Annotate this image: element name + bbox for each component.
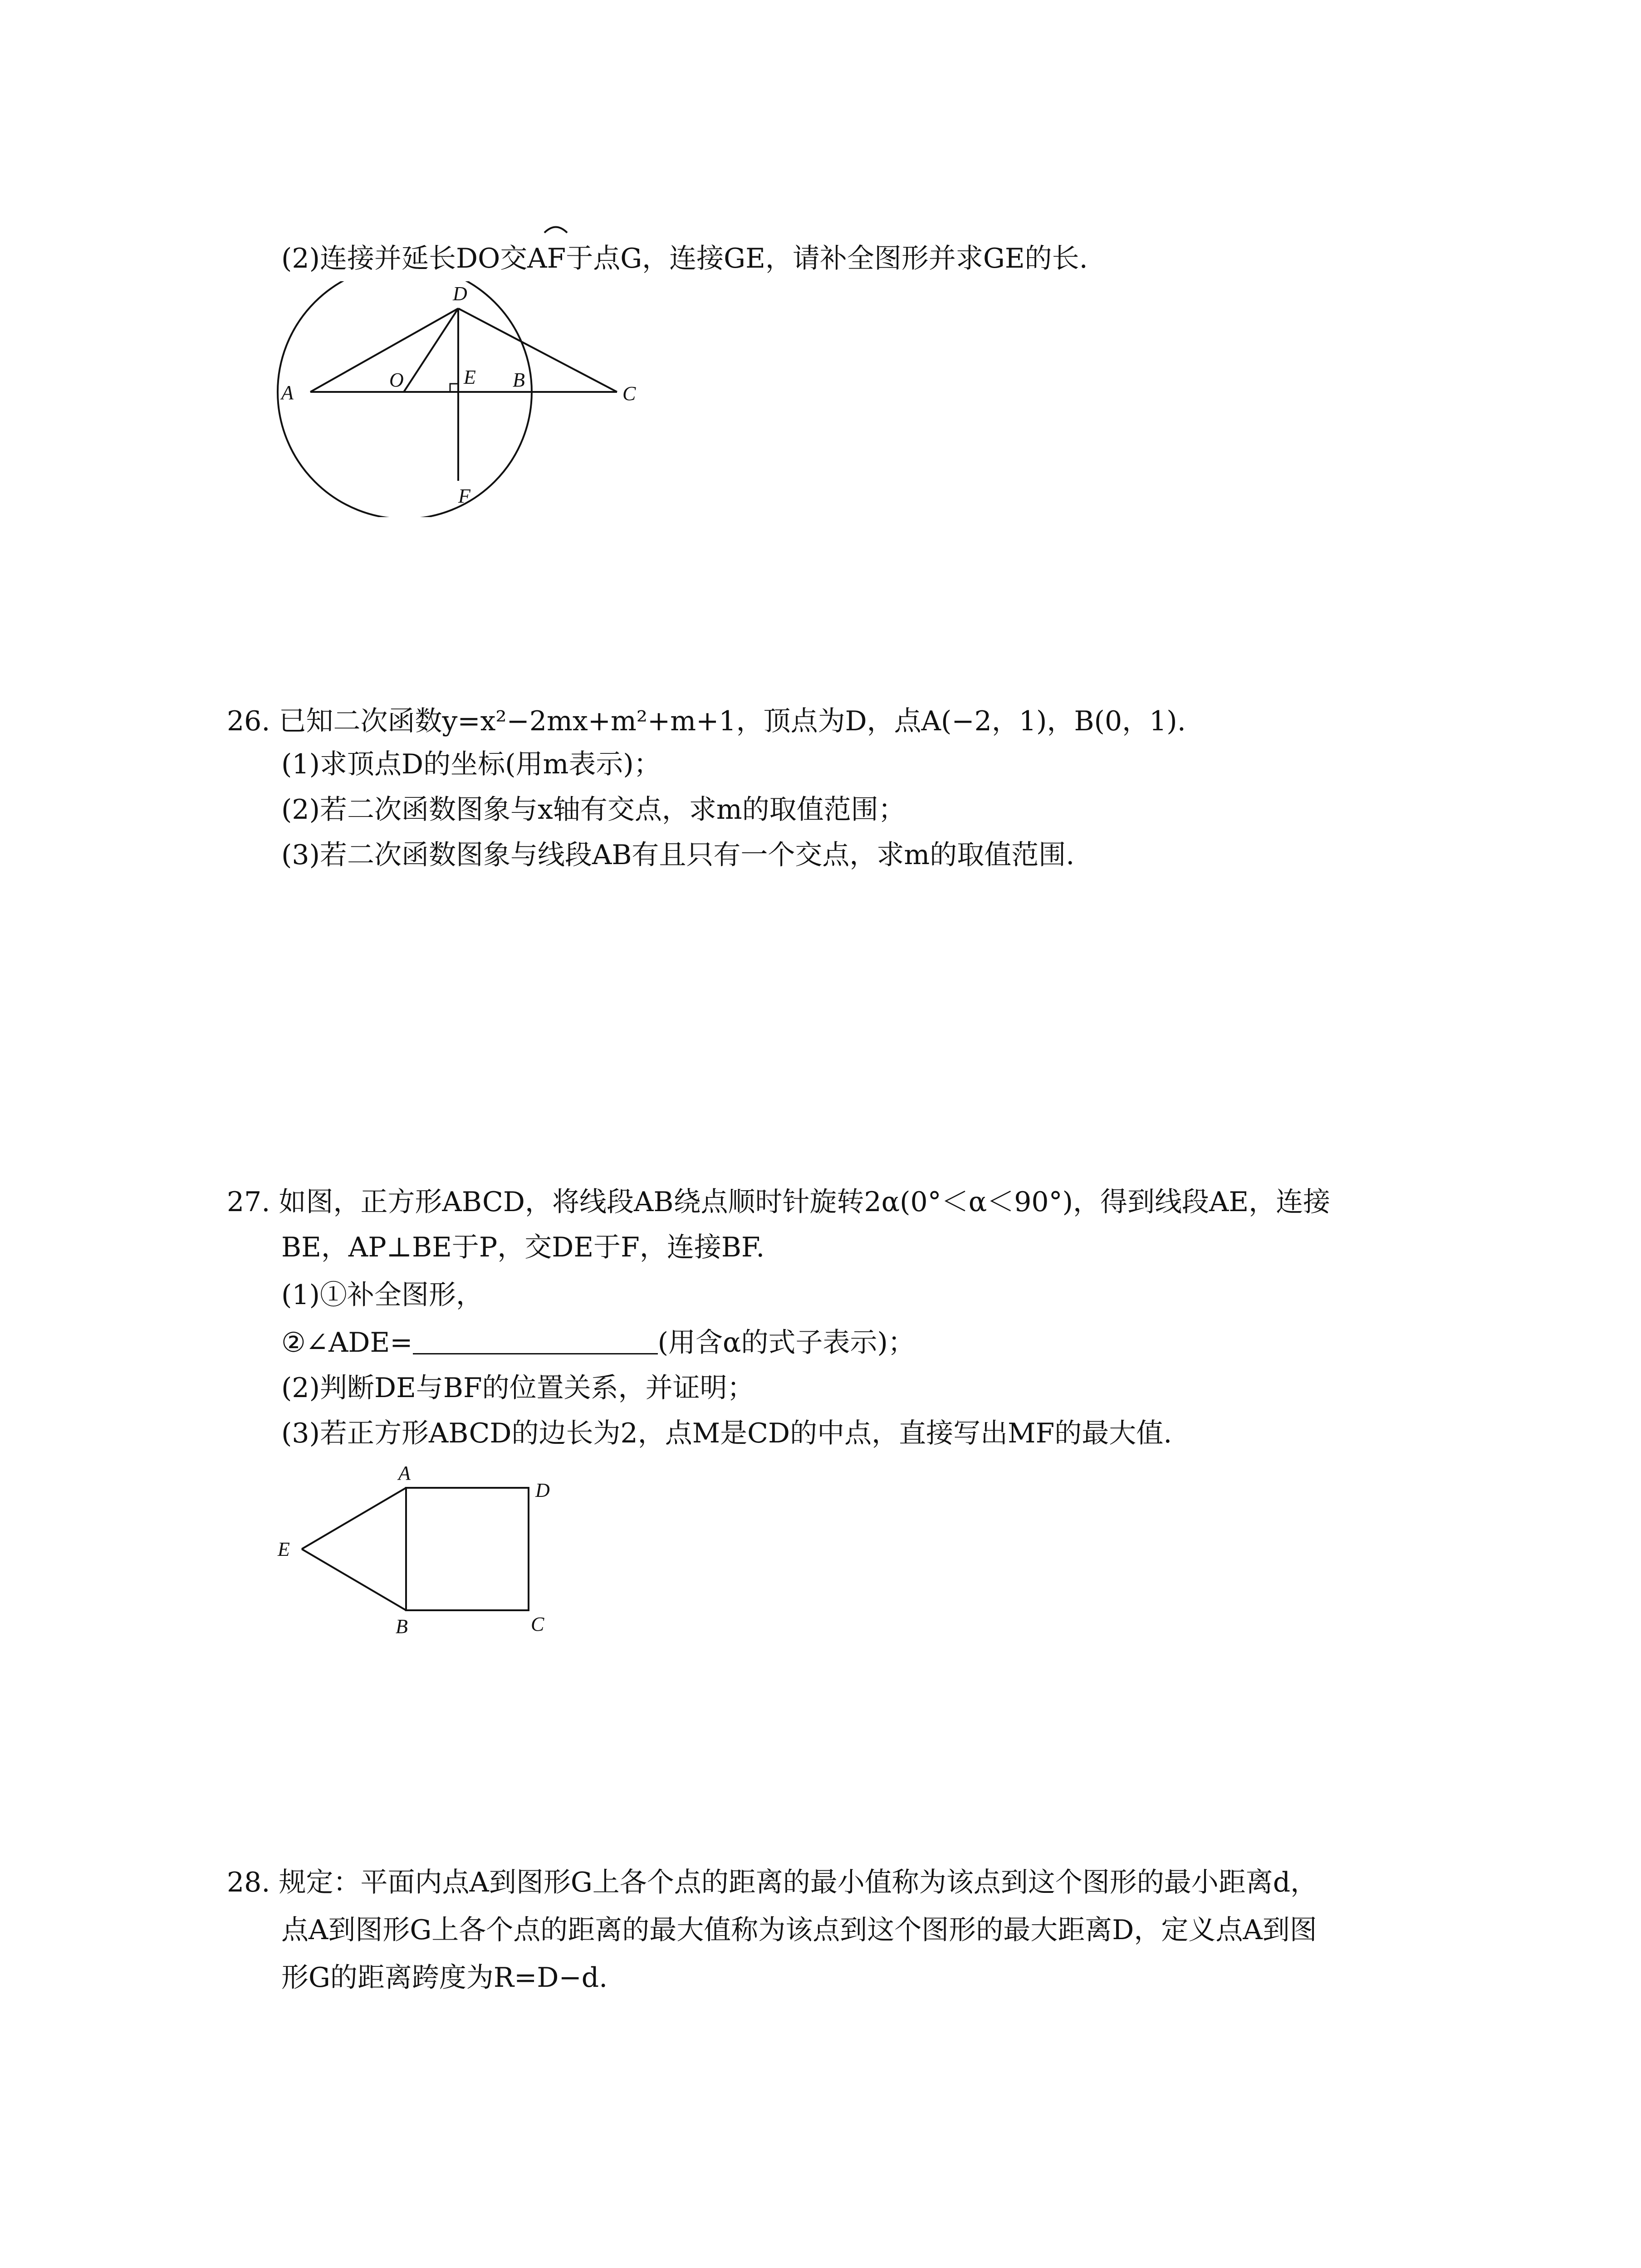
segment-dc <box>458 308 617 392</box>
answer-blank[interactable] <box>413 1328 658 1354</box>
segment-eb <box>302 1549 406 1610</box>
label-f: F <box>458 485 470 507</box>
label-d: D <box>535 1479 550 1501</box>
label-a: A <box>398 1462 411 1484</box>
right-angle-mark <box>450 384 458 392</box>
q26-part1: (1)求顶点D的坐标(用m表示)； <box>281 748 661 780</box>
q26-part2: (2)若二次函数图象与x轴有交点，求m的取值范围； <box>281 794 906 826</box>
q28-line2: 点A到图形G上各个点的距离的最大值称为该点到这个图形的最大距离D，定义点A到图 <box>281 1914 1317 1946</box>
square-abcd <box>406 1488 529 1610</box>
q27-part1a: (1)①补全图形， <box>281 1279 483 1311</box>
segment-ea <box>302 1488 406 1549</box>
q28-line1: 28. 规定：平面内点A到图形G上各个点的距离的最小值称为该点到这个图形的最小距离d， <box>227 1867 1318 1898</box>
q28-line3: 形G的距离跨度为R=D−d. <box>281 1962 608 1994</box>
q26-stem: 26. 已知二次函数y=x²−2mx+m²+m+1，顶点为D，点A(−2，1)，B(0，1). <box>227 705 1186 737</box>
label-c: C <box>531 1613 544 1635</box>
q27-part1b-suffix: (用含α的式子表示)； <box>657 1327 915 1359</box>
segment-ad <box>310 308 458 392</box>
circle-figure <box>272 281 662 517</box>
q27-stem-line1: 27. 如图，正方形ABCD，将线段AB绕点顺时针旋转2α(0°＜α＜90°)，得到线段AE，连接 <box>227 1186 1331 1218</box>
q27-stem-line2: BE，AP⊥BE于P，交DE于F，连接BF. <box>281 1232 765 1263</box>
label-b: B <box>513 369 525 391</box>
label-o: O <box>389 369 404 391</box>
label-b: B <box>396 1615 408 1637</box>
arc-mark <box>542 221 569 235</box>
q26-part3: (3)若二次函数图象与线段AB有且只有一个交点，求m的取值范围. <box>281 839 1075 871</box>
label-a: A <box>281 381 294 404</box>
q27-part1b <box>281 1322 915 1363</box>
label-d: D <box>453 283 467 305</box>
circle-o <box>278 281 532 517</box>
q27-part1b-prefix: ②∠ADE= <box>281 1327 413 1359</box>
segment-od <box>404 308 458 392</box>
q27-part3: (3)若正方形ABCD的边长为2，点M是CD的中点，直接写出MF的最大值. <box>281 1418 1172 1449</box>
square-figure <box>272 1452 590 1642</box>
label-c: C <box>622 382 636 405</box>
q27-part2: (2)判断DE与BF的位置关系，并证明； <box>281 1372 754 1404</box>
label-e: E <box>278 1538 290 1560</box>
q25-part2: (2)连接并延长DO交AF于点G，连接GE，请补全图形并求GE的长. <box>281 243 1088 274</box>
label-e: E <box>464 366 476 388</box>
